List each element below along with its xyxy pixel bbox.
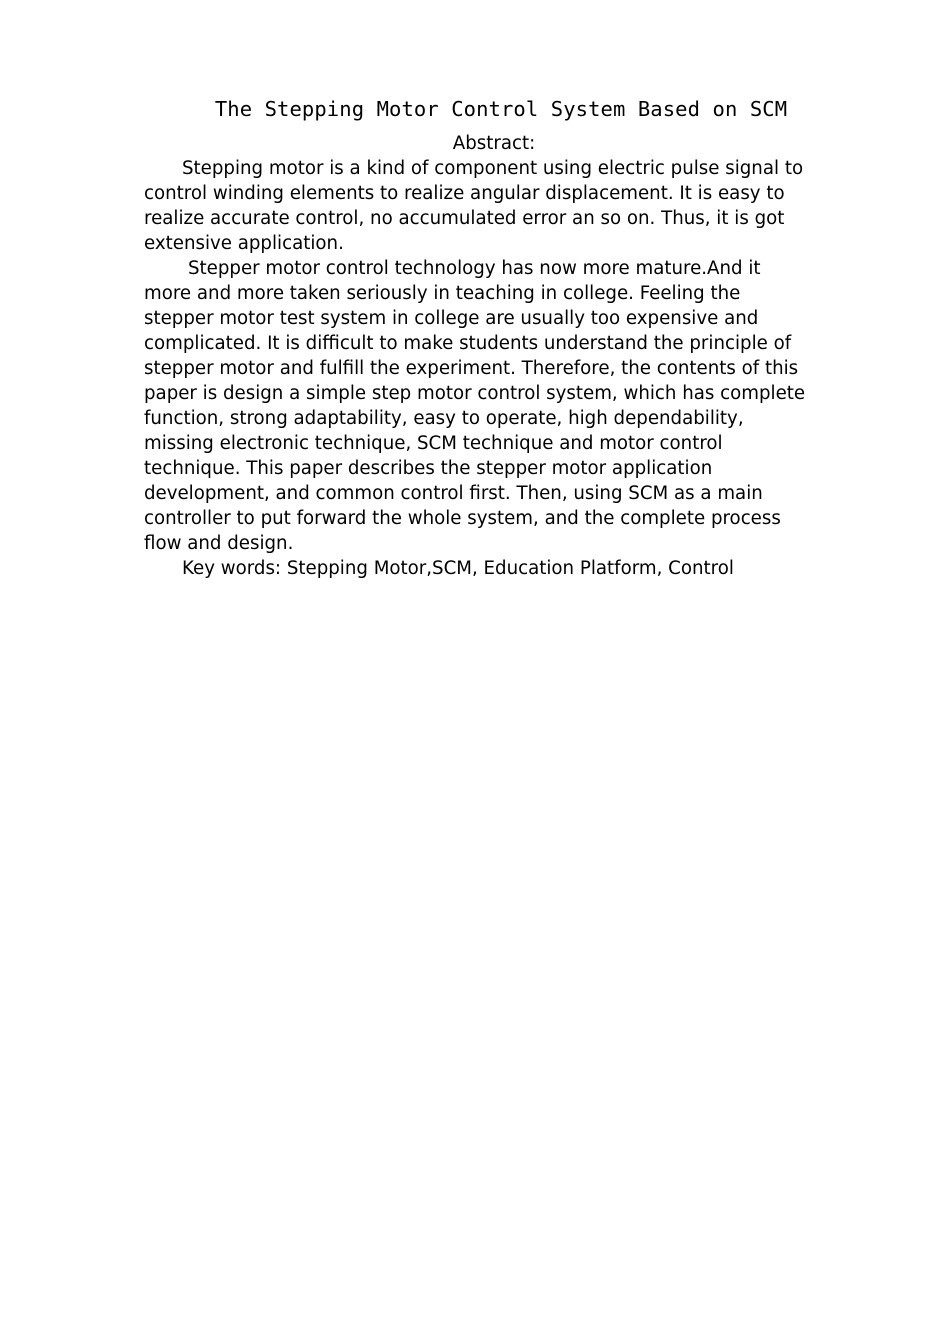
abstract-label: Abstract: <box>452 133 536 154</box>
keywords-line: Key words: Stepping Motor,SCM, Education Platform, Control <box>182 558 734 579</box>
abstract-section <box>144 131 806 581</box>
abstract-paragraph-2: Stepper motor control technology has now more mature.And it more and more taken seriously in teaching in college. Feeling the stepper motor test system in college are usually too expensive and complicated. It is difficult to make students understand the principle of stepper motor and fulfill the experiment. Therefore, the contents of this paper is design a simple step motor control system, which has complete function, strong adaptability, easy to operate, high dependability, missing electronic technique, SCM technique and motor control technique. This paper describes the stepper motor application development, and common control first. Then, using SCM as a main controller to put forward the whole system, and the complete process flow and design. <box>144 258 806 554</box>
document-title: The Stepping Motor Control System Based on SCM <box>214 97 788 121</box>
abstract-paragraph-1: Stepping motor is a kind of component using electric pulse signal to control winding elements to realize angular displacement. It is easy to realize accurate control, no accumulated error an so on. Thus, it is got extensive application. <box>144 158 804 254</box>
